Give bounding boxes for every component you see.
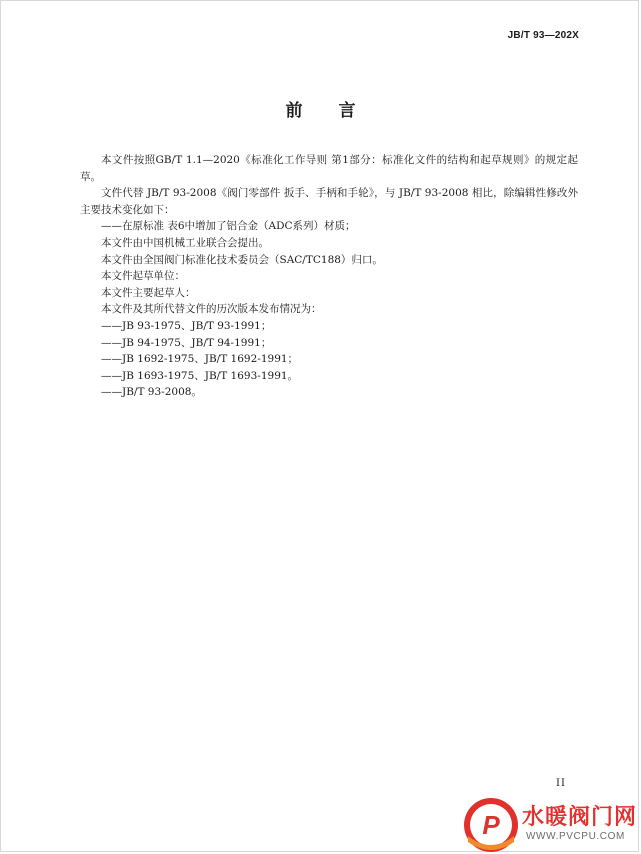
history-item: ——JB 93-1975、JB/T 93-1991； (101, 319, 272, 332)
history-item: ——JB/T 93-2008。 (101, 386, 202, 399)
paragraph-scope: 本文件按照GB/T 1.1—2020《标准化工作导则 第1部分：标准化文件的结构和起草规则》的规定起草。 (80, 154, 578, 183)
site-watermark (462, 796, 641, 854)
page-title-char-2: 言 (338, 101, 356, 121)
watermark-logo-icon (462, 796, 520, 854)
paragraph-drafting-units: 本文件起草单位： (101, 270, 185, 283)
paragraph-proposer: 本文件由中国机械工业联合会提出。 (101, 236, 269, 249)
paragraph-committee: 本文件由全国阀门标准化技术委员会（SAC/TC188）归口。 (101, 253, 383, 266)
paragraph-drafters: 本文件主要起草人： (101, 286, 196, 299)
standard-number: JB/T 93—202X (507, 30, 579, 41)
paragraph-change-item: ——在原标准 表6中增加了铝合金（ADC系列）材质； (101, 220, 356, 233)
watermark-logo-letter: P (482, 810, 500, 840)
document-body (80, 152, 578, 401)
history-item: ——JB 94-1975、JB/T 94-1991； (101, 336, 272, 349)
paragraph-replacement: 文件代替 JB/T 93-2008《阀门零部件 扳手、手柄和手轮》，与 JB/T 93-2008 相比，除编辑性修改外主要技术变化如下： (80, 187, 578, 216)
page-title (0, 96, 641, 121)
history-item: ——JB 1692-1975、JB/T 1692-1991； (101, 353, 299, 366)
watermark-url: WWW.PVCPU.COM (526, 831, 625, 842)
page-number: II (556, 778, 566, 789)
history-item: ——JB 1693-1975、JB/T 1693-1991。 (101, 369, 299, 382)
watermark-site-name: 水暖阀门网 (522, 805, 638, 830)
page-title-char-1: 前 (285, 101, 303, 121)
paragraph-history-intro: 本文件及其所代替文件的历次版本发布情况为： (101, 303, 322, 316)
